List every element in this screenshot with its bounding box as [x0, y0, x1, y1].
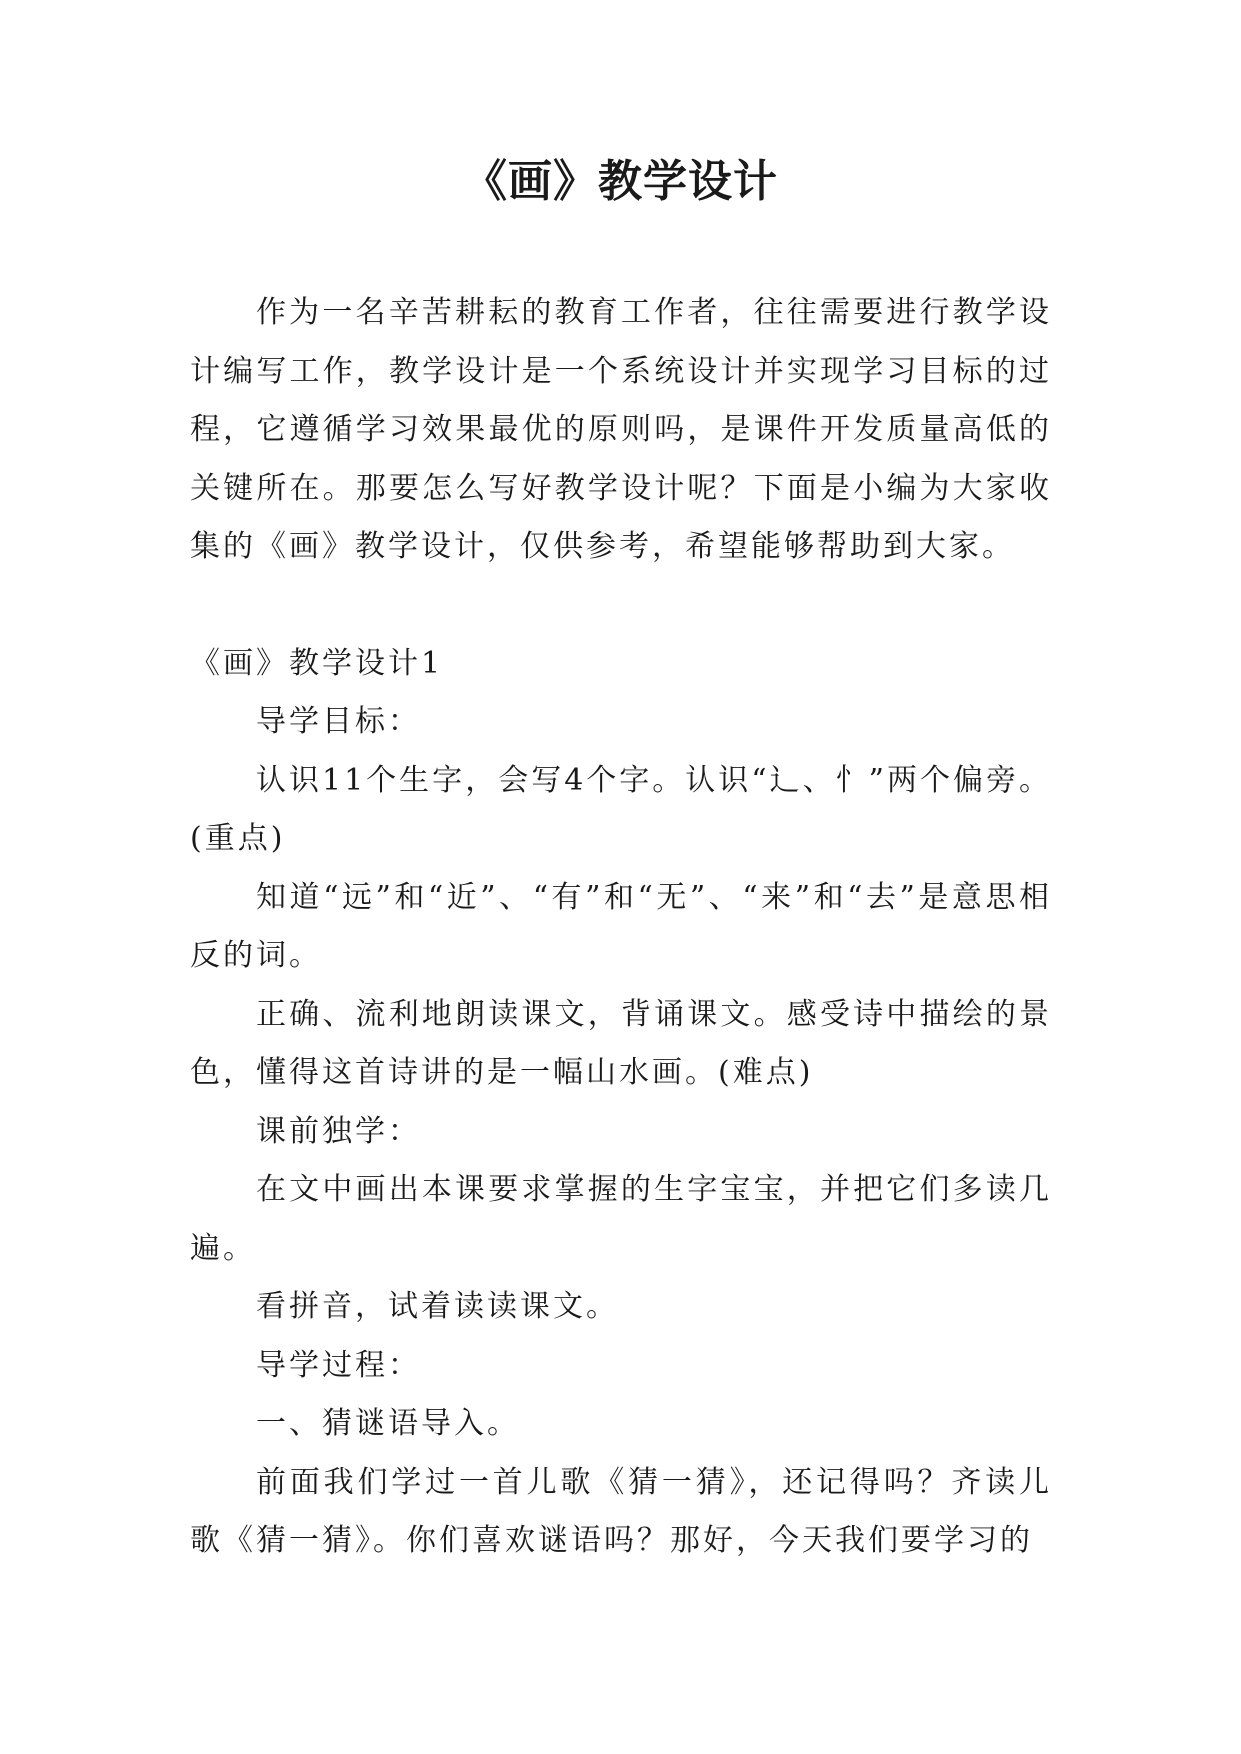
paragraph-objective-3: 正确、流利地朗读课文，背诵课文。感受诗中描绘的景色，懂得这首诗讲的是一幅山水画。(难点)	[190, 996, 1052, 1090]
intro-paragraph: 作为一名辛苦耕耘的教育工作者，往往需要进行教学设计编写工作，教学设计是一个系统设计并实现学习目标的过程，它遵循学习效果最优的原则吗，是课件开发质量高低的关键所在。那要怎么写好教学设计呢？下面是小编为大家收集的《画》教学设计，仅供参考，希望能够帮助到大家。	[190, 295, 1052, 564]
paragraph-objective-1: 认识11个生字，会写4个字。认识“辶、忄”两个偏旁。(重点)	[190, 762, 1052, 856]
section-heading: 《画》教学设计1	[190, 645, 444, 681]
subheading-process: 导学过程：	[256, 1347, 421, 1383]
paragraph-prestudy-1: 在文中画出本课要求掌握的生字宝宝，并把它们多读几遍。	[190, 1172, 1052, 1266]
document-title: 《画》教学设计	[463, 156, 778, 207]
paragraph-prestudy-2: 看拼音，试着读读课文。	[256, 1289, 619, 1324]
document-body	[190, 284, 1052, 1571]
paragraph-step-1: 一、猜谜语导入。	[256, 1406, 520, 1441]
subheading-objectives: 导学目标：	[256, 704, 421, 739]
subheading-prestudy: 课前独学：	[256, 1113, 421, 1149]
paragraph-objective-2: 知道“远”和“近”、“有”和“无”、“来”和“去”是意思相反的词。	[190, 879, 1052, 973]
paragraph-step-1-text: 前面我们学过一首儿歌《猜一猜》，还记得吗？齐读儿歌《猜一猜》。你们喜欢谜语吗？那好，今天我们要学习的	[190, 1464, 1052, 1558]
